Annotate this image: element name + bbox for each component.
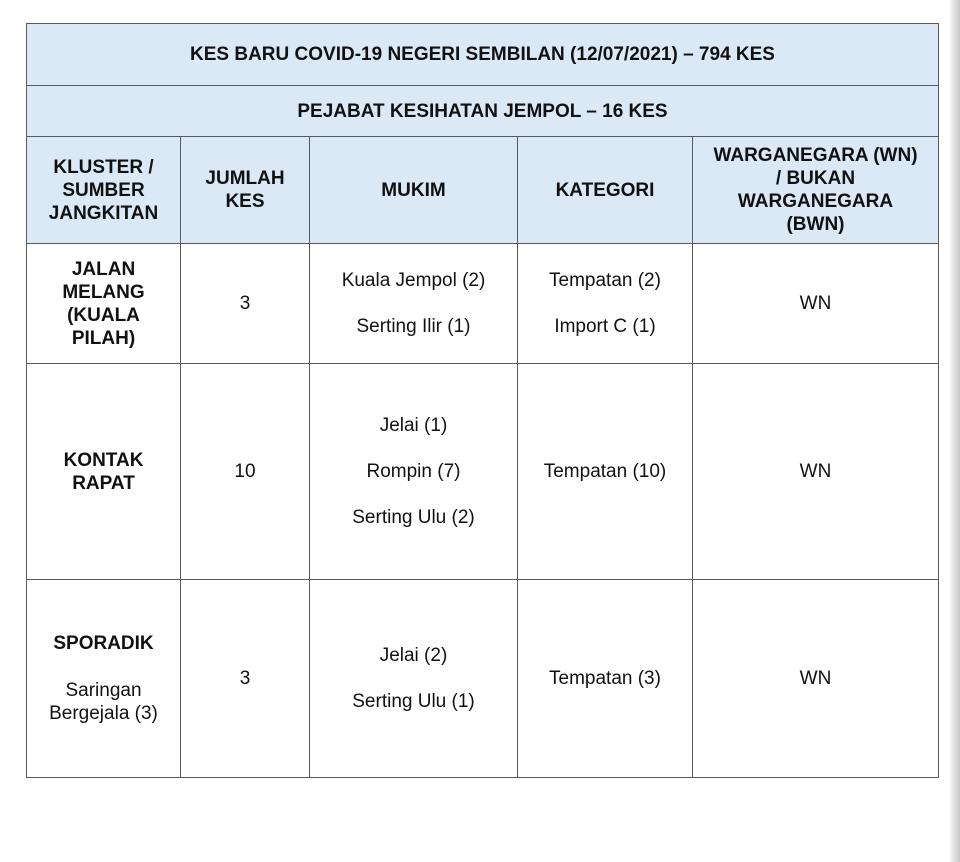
header-kategori: KATEGORI <box>518 137 693 244</box>
cell-kategori: Tempatan (3) <box>518 580 693 778</box>
header-row <box>27 137 939 244</box>
cell-mukim: Jelai (2) Serting Ulu (1) <box>310 580 518 778</box>
cell-mukim: Jelai (1) Rompin (7) Serting Ulu (2) <box>310 364 518 580</box>
cell-wn: WN <box>693 364 939 580</box>
cell-kluster: SPORADIK Saringan Bergejala (3) <box>27 580 181 778</box>
page-edge-shadow <box>950 0 960 862</box>
cell-wn: WN <box>693 580 939 778</box>
cell-kategori: Tempatan (10) <box>518 364 693 580</box>
header-mukim: MUKIM <box>310 137 518 244</box>
table-row <box>27 364 939 580</box>
header-warganegara: WARGANEGARA (WN) / BUKAN WARGANEGARA (BWN) <box>693 137 939 244</box>
cell-mukim: Kuala Jempol (2) Serting Ilir (1) <box>310 244 518 364</box>
table-subtitle: PEJABAT KESIHATAN JEMPOL – 16 KES <box>27 86 939 137</box>
cell-kategori: Tempatan (2) Import C (1) <box>518 244 693 364</box>
cell-jumlah: 3 <box>181 580 310 778</box>
title-row <box>27 24 939 86</box>
header-kluster: KLUSTER / SUMBER JANGKITAN <box>27 137 181 244</box>
table-title: KES BARU COVID-19 NEGERI SEMBILAN (12/07/2021) – 794 KES <box>27 24 939 86</box>
cell-wn: WN <box>693 244 939 364</box>
table-row <box>27 244 939 364</box>
cell-jumlah: 3 <box>181 244 310 364</box>
cell-kluster: KONTAK RAPAT <box>27 364 181 580</box>
covid-cases-table <box>26 23 939 778</box>
subtitle-row <box>27 86 939 137</box>
cell-jumlah: 10 <box>181 364 310 580</box>
table-row <box>27 580 939 778</box>
kluster-note: Saringan Bergejala (3) <box>49 680 158 724</box>
cell-kluster: JALAN MELANG (KUALA PILAH) <box>27 244 181 364</box>
header-jumlah: JUMLAH KES <box>181 137 310 244</box>
